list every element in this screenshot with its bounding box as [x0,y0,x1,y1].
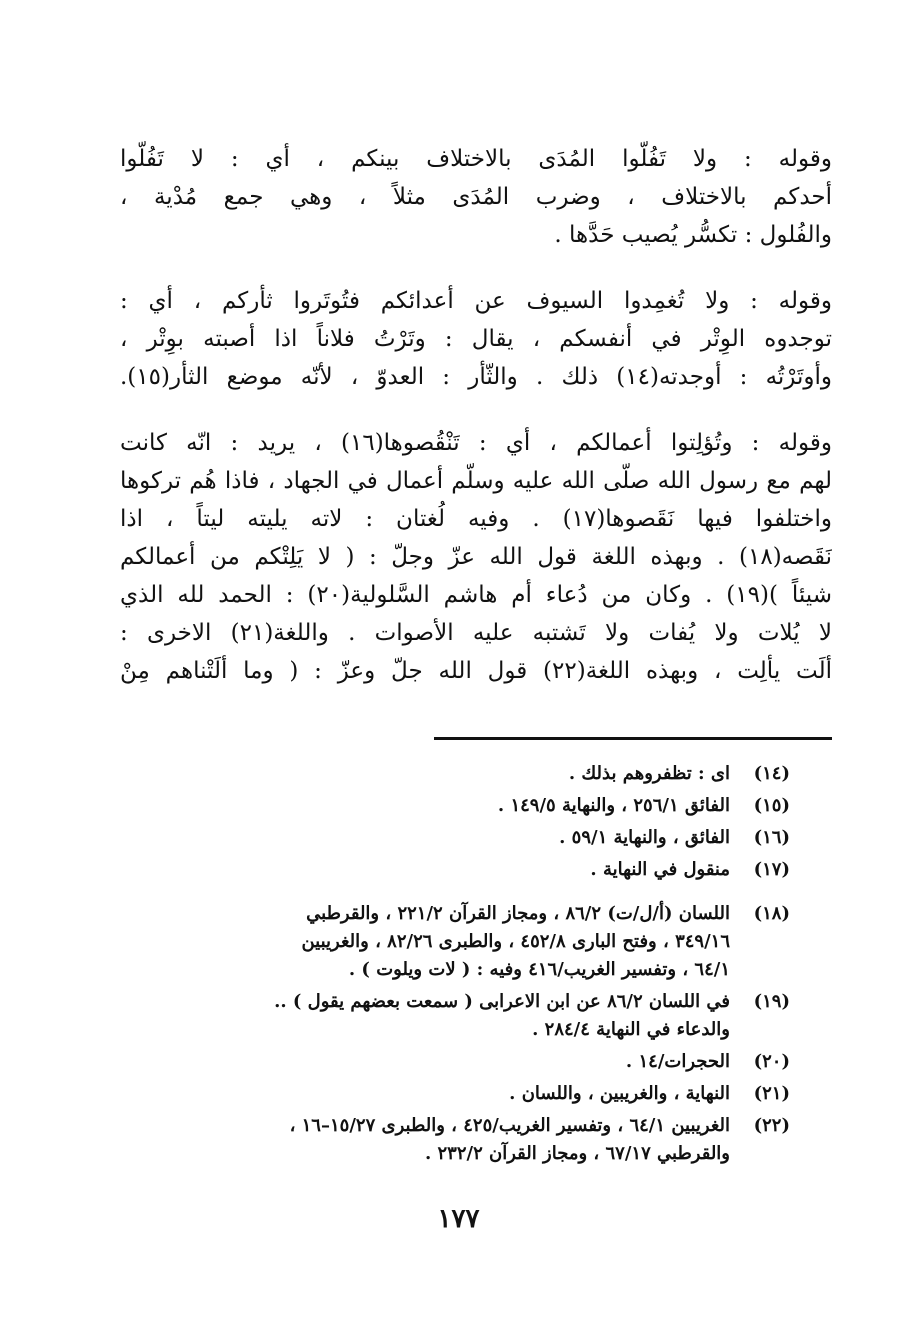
footnote-text: ٦٤/١ ، وتفسير الغريب/٤١٦ وفيه : ( لات ويلوت ) . [348,959,730,980]
footnote-number: (١٦) [753,827,790,848]
paragraph-3 [120,424,832,690]
footnote-divider [434,737,832,740]
text-line: وقوله : ولا تُغمِدوا السيوف عن أعدائكم فتُوتَروا ثأركم ، أي : [120,288,832,314]
footnote-number: (١٤) [753,763,790,784]
footnote [130,1080,790,1108]
text-line: والفُلول : تكسُّر يُصيب حَدَّها . [554,222,832,248]
footnote-number: (١٩) [753,991,790,1012]
footnote [130,760,790,788]
text-line: لهم مع رسول الله صلّى الله عليه وسلّم أعمال في الجهاد ، فاذا هُم تركوها [120,468,832,494]
paragraph-2 [120,282,832,396]
paragraph-1 [120,140,832,254]
footnote-number: (٢٠) [753,1051,790,1072]
text-line: وقوله : ولا تَفُلّوا المُدَى بالاختلاف بينكم ، أي : لا تَفُلّوا [120,146,832,172]
footnote-text: الحجرات/١٤ . [625,1051,730,1072]
footnote [130,824,790,852]
footnote-number: (٢٢) [753,1115,790,1136]
footnote-text: الغريبين ٦٤/١ ، وتفسير الغريب/٤٢٥ ، والطبرى ١٥/٢٧–١٦ ، [289,1115,730,1136]
footnote [130,1048,790,1076]
footnote-text: النهاية ، والغريبين ، واللسان . [509,1083,730,1104]
footnote-text: اى : تظفروهم بذلك . [568,763,730,784]
text-line: وقوله : وتُؤلِتوا أعمالكم ، أي : تَنْقُصوها(١٦) ، يريد : انّه كانت [120,430,832,456]
text-line: نَقَصه(١٨) . وبهذه اللغة قول الله عزّ وجلّ : ( لا يَلِتْكم من أعمالكم [120,544,832,570]
footnote-number: (٢١) [753,1083,790,1104]
page-number: ١٧٧ [437,1204,480,1234]
text-line: واختلفوا فيها نَقَصوها(١٧) . وفيه لُغتان : لاته يليته ليتاً ، اذا [120,506,832,532]
text-line: توجدوه الوِتْر في أنفسكم ، يقال : وتَرْتُ فلاناً اذا أصبته بوِتْر ، [120,326,832,352]
footnote-number: (١٨) [753,903,790,924]
footnote-text: والقرطبي ٦٧/١٧ ، ومجاز القرآن ٢٣٢/٢ . [424,1143,730,1164]
footnote [130,1112,790,1168]
footnote-text: الفائق ٢٥٦/١ ، والنهاية ١٤٩/٥ . [497,795,730,816]
text-line: وأوتَرْتُه : أوجدته(١٤) ذلك . والثّأر : العدوّ ، لأنّه موضع الثأر(١٥). [120,364,832,390]
footnote-text: منقول في النهاية . [590,859,730,880]
footnote [130,792,790,820]
footnotes [130,760,790,1172]
footnote-text: الفائق ، والنهاية ٥٩/١ . [559,827,730,848]
text-line: شيئاً )(١٩) . وكان من دُعاء أم هاشم السَّلولية(٢٠) : الحمد لله الذي [120,582,832,608]
footnote-text: اللسان (أ/ل/ت) ٨٦/٢ ، ومجاز القرآن ٢٢١/٢ ، والقرطبي [306,903,730,924]
footnote-text: والدعاء في النهاية ٢٨٤/٤ . [532,1019,730,1040]
footnote [130,900,790,984]
main-text [120,140,832,718]
footnote-text: في اللسان ٨٦/٢ عن ابن الاعرابى ( سمعت بعضهم يقول ) .. [274,991,730,1012]
footnote-number: (١٥) [753,795,790,816]
text-line: لا يُلات ولا يُفات ولا تَشتبه عليه الأصوات . واللغة(٢١) الاخرى : [120,620,832,646]
footnote [130,988,790,1044]
footnote-text: ٣٤٩/١٦ ، وفتح البارى ٤٥٢/٨ ، والطبرى ٨٢/٢٦ ، والغريبين [301,931,730,952]
text-line: أحدكم بالاختلاف ، وضرب المُدَى مثلاً ، وهي جمع مُدْية ، [120,184,832,210]
text-line: ألَت يألِت ، وبهذه اللغة(٢٢) قول الله جلّ وعزّ : ( وما ألَتْناهم مِنْ [120,658,832,684]
footnote-spacer [130,888,790,900]
footnote [130,856,790,884]
footnote-number: (١٧) [753,859,790,880]
